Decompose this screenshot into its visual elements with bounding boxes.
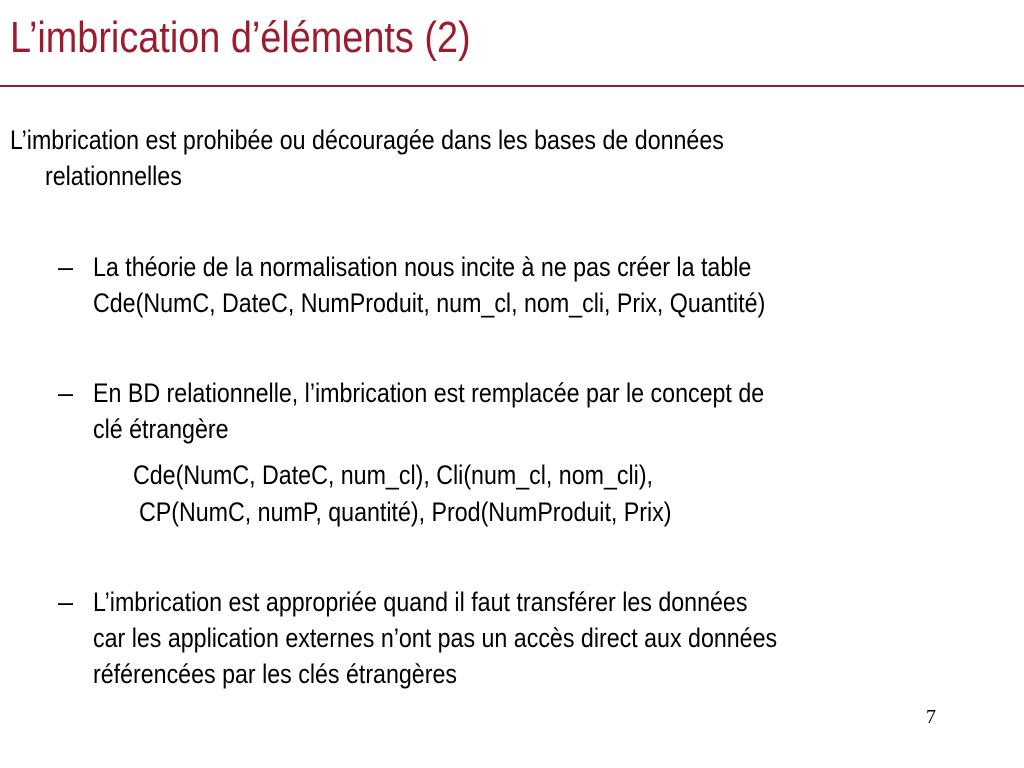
schema-example-line-2: CP(NumC, numP, quantité), Prod(NumProduit, Prix) xyxy=(139,497,672,527)
dash-marker: – xyxy=(58,378,74,408)
sub-bullet-line-2: Cde(NumC, DateC, NumProduit, num_cl, nom_cli, Prix, Quantité) xyxy=(93,288,766,318)
sub-bullet-line-2: car les application externes n’ont pas un accès direct aux données xyxy=(93,623,778,653)
dash-marker: – xyxy=(58,252,74,282)
main-bullet-line-2: relationnelles xyxy=(45,161,182,191)
page-number: 7 xyxy=(926,706,936,728)
slide-title: L’imbrication d’éléments (2) xyxy=(10,13,471,62)
sub-bullet-line-1: La théorie de la normalisation nous incite à ne pas créer la table xyxy=(93,252,752,282)
sub-bullet-line-1: En BD relationnelle, l’imbrication est remplacée par le concept de xyxy=(93,378,765,408)
dash-marker: – xyxy=(58,587,74,617)
sub-bullet-line-3: référencées par les clés étrangères xyxy=(93,659,457,689)
title-divider xyxy=(0,85,1024,87)
main-bullet-line-1: L’imbrication est prohibée ou découragée dans les bases de données xyxy=(10,125,724,155)
schema-example-line-1: Cde(NumC, DateC, num_cl), Cli(num_cl, nom_cli), xyxy=(133,460,654,490)
sub-bullet-line-1: L’imbrication est appropriée quand il faut transférer les données xyxy=(93,587,748,617)
sub-bullet-line-2: clé étrangère xyxy=(93,414,229,444)
